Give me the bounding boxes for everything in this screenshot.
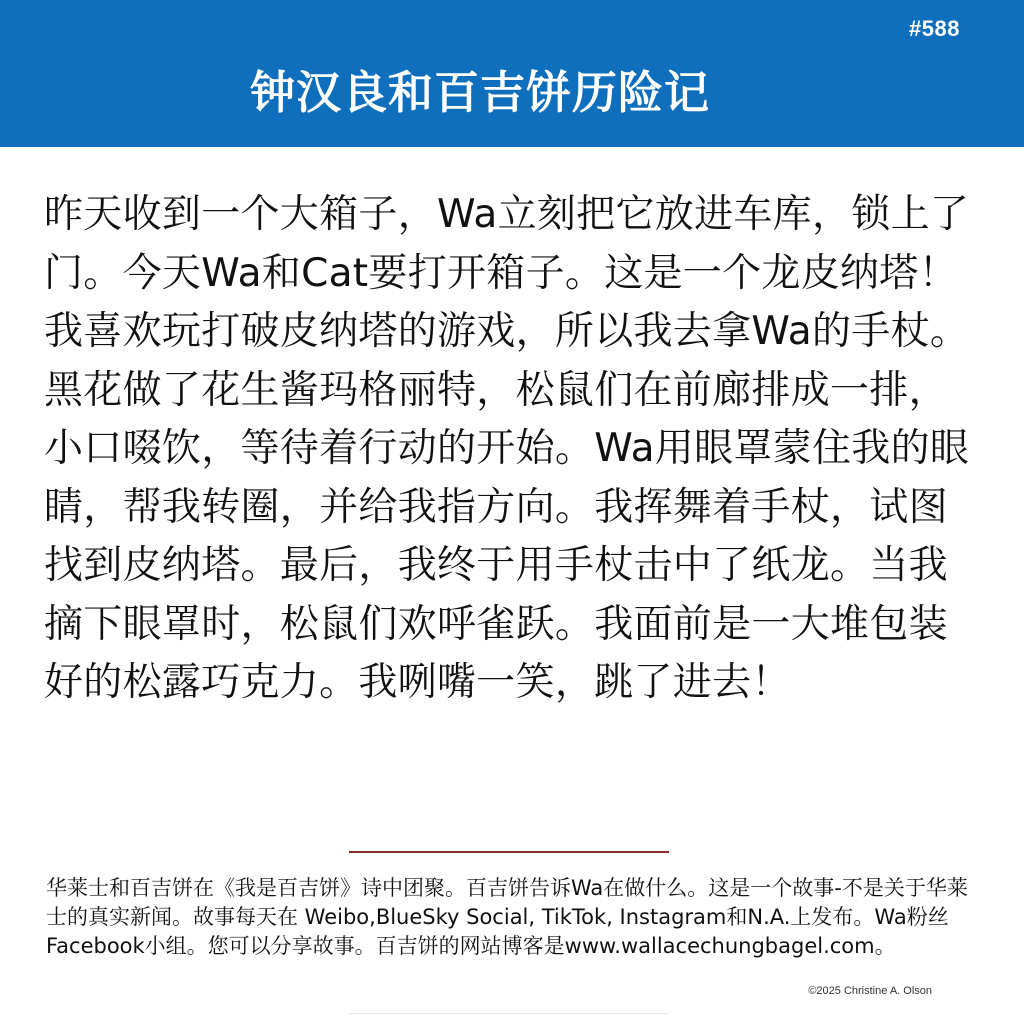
page-title: 钟汉良和百吉饼历险记 xyxy=(249,66,710,119)
bottom-divider xyxy=(349,1013,669,1014)
issue-number: #588 xyxy=(909,16,960,41)
footer-note: 华莱士和百吉饼在《我是百吉饼》诗中团聚。百吉饼告诉Wa在做什么。这是一个故事-不是关于华莱士的真实新闻。故事每天在 Weibo,BlueSky Social, TikTok, Instagram和N.A.上发布。Wa粉丝Facebook小组。您可以分享故事。百吉饼的网站博客是www.wallacechungbagel.com。 xyxy=(46,876,968,958)
copyright: ©2025 Christine A. Olson xyxy=(808,985,932,997)
story-text: 昨天收到一个大箱子，Wa立刻把它放进车库，锁上了门。今天Wa和Cat要打开箱子。这是一个龙皮纳塔！我喜欢玩打破皮纳塔的游戏，所以我去拿Wa的手杖。黑花做了花生酱玛格丽特，松鼠们在前廊排成一排，小口啜饮，等待着行动的开始。Wa用眼罩蒙住我的眼睛，帮我转圈，并给我指方向。我挥舞着手杖，试图找到皮纳塔。最后，我终于用手杖击中了纸龙。当我摘下眼罩时，松鼠们欢呼雀跃。我面前是一大堆包装好的松露巧克力。我咧嘴一笑，跳了进去！ xyxy=(44,192,970,705)
divider-line xyxy=(349,851,669,853)
header-banner xyxy=(0,0,1024,147)
